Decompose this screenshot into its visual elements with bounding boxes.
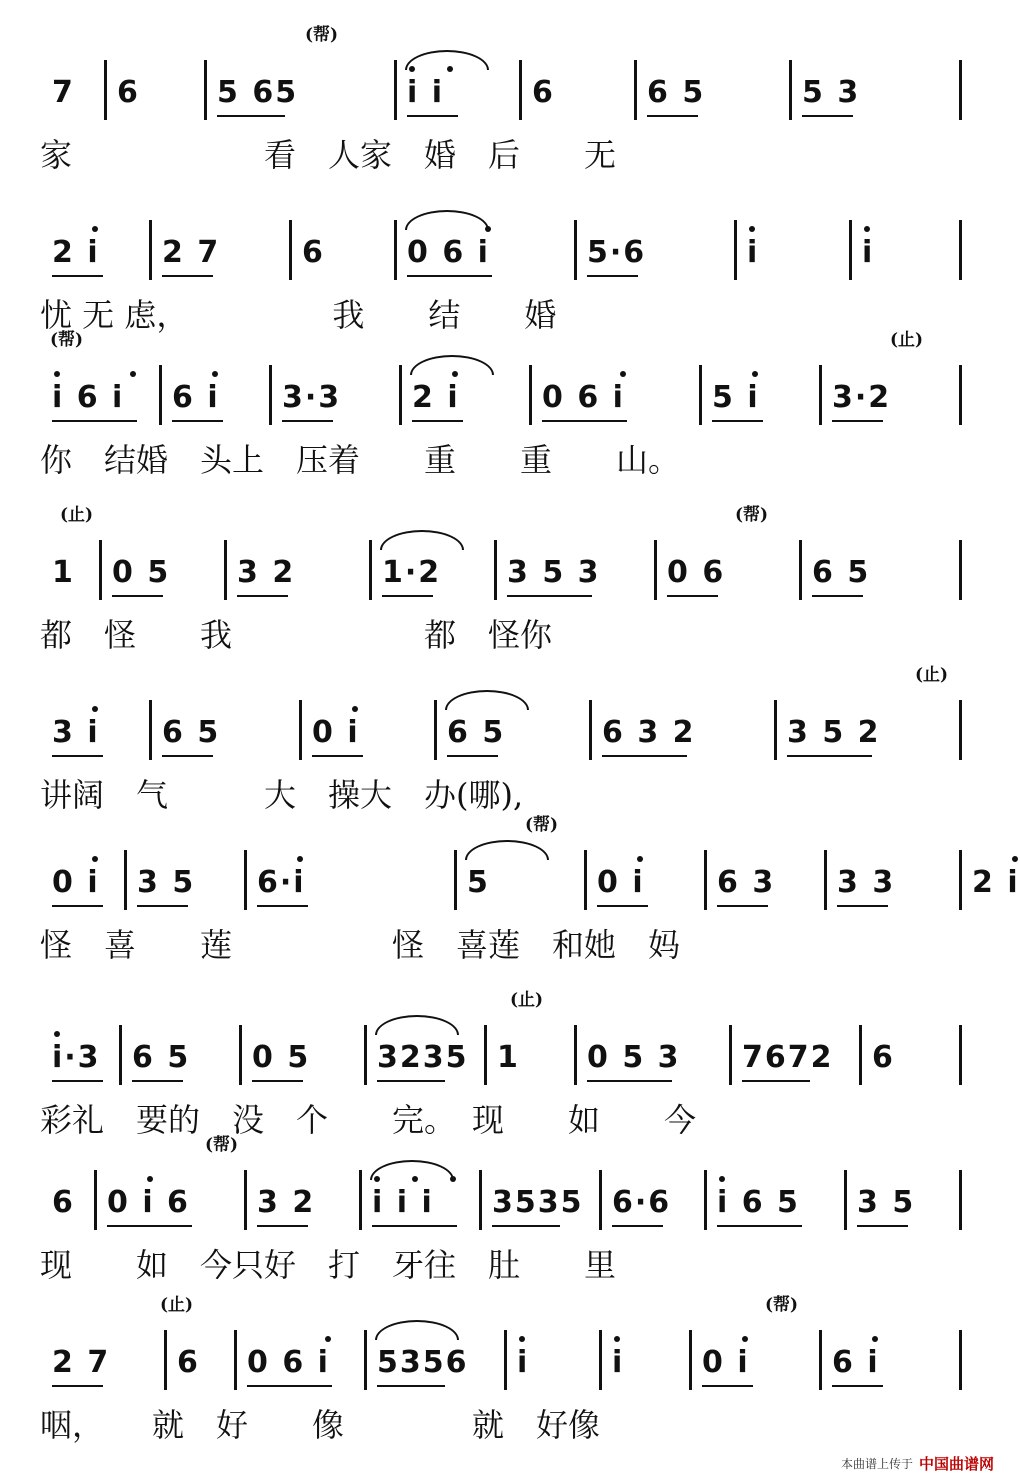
barline	[529, 365, 532, 425]
barline	[704, 1170, 707, 1230]
beam-underline	[112, 595, 163, 597]
barline	[959, 1330, 962, 1390]
measure-notes: i i	[407, 75, 445, 110]
beam-underline	[407, 115, 458, 117]
octave-dot	[130, 371, 136, 377]
slur	[405, 210, 489, 230]
barline	[119, 1025, 122, 1085]
performance-mark: (止)	[510, 990, 544, 1010]
lyric-line: 都 怪 我 都 怪你	[40, 616, 553, 654]
beam-underline	[382, 595, 433, 597]
measure-notes: 1	[52, 555, 75, 590]
octave-dot	[620, 371, 626, 377]
footer	[841, 1453, 994, 1474]
barline	[654, 540, 657, 600]
octave-dot	[749, 226, 755, 232]
barline	[819, 365, 822, 425]
measure-notes: 0 i 6	[107, 1185, 190, 1220]
lyric-line: 现 如 今只好 打 牙往 肚 里	[40, 1246, 617, 1284]
barline	[364, 1025, 367, 1085]
barline	[434, 700, 437, 760]
performance-mark: (帮)	[525, 815, 559, 835]
beam-underline	[717, 905, 768, 907]
octave-dot	[212, 371, 218, 377]
barline	[479, 1170, 482, 1230]
octave-dot	[92, 706, 98, 712]
measure-notes: 6 5	[647, 75, 706, 110]
slur	[380, 530, 464, 550]
measure-notes: 7	[52, 75, 75, 110]
octave-dot	[614, 1336, 620, 1342]
beam-underline	[412, 420, 463, 422]
slur	[405, 50, 489, 70]
measure-notes: 3235	[377, 1040, 469, 1075]
octave-dot	[54, 371, 60, 377]
beam-underline	[832, 1385, 883, 1387]
measure-notes: 0 i	[312, 715, 360, 750]
measure-notes: 5356	[377, 1345, 469, 1380]
barline	[959, 850, 962, 910]
barline	[849, 220, 852, 280]
barline	[774, 700, 777, 760]
barline	[599, 1330, 602, 1390]
barline	[149, 700, 152, 760]
barline	[244, 850, 247, 910]
measure-notes: 5	[467, 865, 490, 900]
beam-underline	[162, 755, 213, 757]
measure-notes: i	[862, 235, 875, 270]
barline	[959, 1025, 962, 1085]
measure-notes: 6	[532, 75, 555, 110]
measure-notes: 6 5	[447, 715, 506, 750]
measure-notes: 6 5	[162, 715, 221, 750]
beam-underline	[597, 905, 648, 907]
lyric-line: 你 结婚 头上 压着 重 重 山。	[40, 441, 681, 479]
beam-underline	[52, 1080, 103, 1082]
slur	[375, 1320, 459, 1340]
measure-notes: 1	[497, 1040, 520, 1075]
beam-underline	[702, 1385, 753, 1387]
beam-underline	[667, 595, 718, 597]
octave-dot	[92, 856, 98, 862]
measure-notes: 3 5 3	[507, 555, 601, 590]
beam-underline	[647, 115, 698, 117]
barline	[584, 850, 587, 910]
barline	[394, 220, 397, 280]
barline	[574, 1025, 577, 1085]
measure-notes: 6	[177, 1345, 200, 1380]
measure-notes: 3 2	[257, 1185, 316, 1220]
slur	[410, 355, 494, 375]
beam-underline	[107, 1225, 192, 1227]
barline	[289, 220, 292, 280]
barline	[359, 1170, 362, 1230]
measure-notes: 2 7	[162, 235, 221, 270]
beam-underline	[137, 905, 188, 907]
measure-notes: 6	[52, 1185, 75, 1220]
measure-notes: 2 i	[412, 380, 460, 415]
barline	[504, 1330, 507, 1390]
beam-underline	[237, 595, 288, 597]
barline	[729, 1025, 732, 1085]
octave-dot	[147, 1176, 153, 1182]
measure-notes: i	[612, 1345, 625, 1380]
performance-mark: (止)	[890, 330, 924, 350]
beam-underline	[52, 755, 103, 757]
barline	[789, 60, 792, 120]
beam-underline	[587, 275, 638, 277]
footer-text: 本曲谱上传于	[840, 1457, 913, 1471]
barline	[224, 540, 227, 600]
barline	[99, 540, 102, 600]
octave-dot	[325, 1336, 331, 1342]
beam-underline	[787, 755, 872, 757]
barline	[239, 1025, 242, 1085]
measure-notes: 0 i	[597, 865, 645, 900]
beam-underline	[162, 275, 213, 277]
measure-notes: 6·6	[612, 1185, 672, 1220]
measure-notes: i·3	[52, 1040, 101, 1075]
performance-mark: (止)	[60, 505, 94, 525]
barline	[204, 60, 207, 120]
measure-notes: 5 i	[712, 380, 760, 415]
barline	[704, 850, 707, 910]
beam-underline	[52, 420, 137, 422]
octave-dot	[352, 706, 358, 712]
lyric-line: 忧 无 虑， 我 结 婚	[40, 296, 557, 334]
barline	[819, 1330, 822, 1390]
barline	[734, 220, 737, 280]
measure-notes: 7672	[742, 1040, 834, 1075]
barline	[859, 1025, 862, 1085]
barline	[959, 60, 962, 120]
measure-notes: 0 6 i	[247, 1345, 330, 1380]
measure-notes: 5 3	[802, 75, 861, 110]
octave-dot	[54, 1031, 60, 1037]
beam-underline	[587, 1080, 672, 1082]
measure-notes: i	[747, 235, 760, 270]
beam-underline	[542, 420, 627, 422]
measure-notes: 6 5	[132, 1040, 191, 1075]
barline	[454, 850, 457, 910]
beam-underline	[52, 1385, 103, 1387]
slur	[465, 840, 549, 860]
performance-mark: (帮)	[765, 1295, 799, 1315]
barline	[959, 1170, 962, 1230]
beam-underline	[832, 420, 883, 422]
beam-underline	[52, 905, 103, 907]
measure-notes: 0 6 i	[407, 235, 490, 270]
beam-underline	[802, 115, 853, 117]
beam-underline	[742, 1080, 810, 1082]
lyric-line: 彩礼 要的 没 个 完。 现 如 今	[40, 1101, 697, 1139]
barline	[269, 365, 272, 425]
barline	[149, 220, 152, 280]
barline	[159, 365, 162, 425]
beam-underline	[717, 1225, 802, 1227]
barline	[364, 1330, 367, 1390]
barline	[699, 365, 702, 425]
measure-notes: 2 i	[972, 865, 1020, 900]
beam-underline	[837, 905, 888, 907]
beam-underline	[52, 275, 103, 277]
performance-mark: (帮)	[735, 505, 769, 525]
barline	[299, 700, 302, 760]
barline	[599, 1170, 602, 1230]
measure-notes: 6 i	[832, 1345, 880, 1380]
octave-dot	[1012, 856, 1018, 862]
barline	[399, 365, 402, 425]
lyric-line: 咽， 就 好 像 就 好像	[40, 1406, 601, 1444]
slur	[445, 690, 529, 710]
barline	[959, 700, 962, 760]
measure-notes: 0 i	[702, 1345, 750, 1380]
lyric-line: 家 看 人家 婚 后 无	[40, 136, 617, 174]
beam-underline	[857, 1225, 908, 1227]
performance-mark: (帮)	[205, 1135, 239, 1155]
octave-dot	[864, 226, 870, 232]
barline	[799, 540, 802, 600]
barline	[574, 220, 577, 280]
measure-notes: 5·6	[587, 235, 647, 270]
measure-notes: 6 5	[812, 555, 871, 590]
beam-underline	[602, 755, 687, 757]
barline	[689, 1330, 692, 1390]
performance-mark: (帮)	[50, 330, 84, 350]
barline	[959, 365, 962, 425]
measure-notes: 2 i	[52, 235, 100, 270]
performance-mark: (止)	[160, 1295, 194, 1315]
barline	[519, 60, 522, 120]
barline	[634, 60, 637, 120]
measure-notes: 1·2	[382, 555, 442, 590]
octave-dot	[519, 1336, 525, 1342]
beam-underline	[612, 1225, 663, 1227]
measure-notes: 5 65	[217, 75, 299, 110]
beam-underline	[257, 905, 308, 907]
octave-dot	[92, 226, 98, 232]
barline	[244, 1170, 247, 1230]
barline	[369, 540, 372, 600]
octave-dot	[297, 856, 303, 862]
measure-notes: i 6 i	[52, 380, 125, 415]
barline	[104, 60, 107, 120]
barline	[484, 1025, 487, 1085]
beam-underline	[132, 1080, 183, 1082]
slur	[375, 1015, 459, 1035]
measure-notes: 3·3	[282, 380, 342, 415]
barline	[394, 60, 397, 120]
beam-underline	[372, 1225, 457, 1227]
octave-dot	[872, 1336, 878, 1342]
measure-notes: 3535	[492, 1185, 584, 1220]
barline	[959, 540, 962, 600]
octave-dot	[752, 371, 758, 377]
measure-notes: 3 5 2	[787, 715, 881, 750]
measure-notes: 6	[117, 75, 140, 110]
beam-underline	[312, 755, 363, 757]
measure-notes: 3 5	[857, 1185, 916, 1220]
beam-underline	[407, 275, 492, 277]
beam-underline	[812, 595, 863, 597]
barline	[824, 850, 827, 910]
measure-notes: 6	[872, 1040, 895, 1075]
measure-notes: 3 2	[237, 555, 296, 590]
barline	[494, 540, 497, 600]
measure-notes: 6	[302, 235, 325, 270]
measure-notes: 6 3	[717, 865, 776, 900]
barline	[164, 1330, 167, 1390]
beam-underline	[282, 420, 333, 422]
lyric-line: 讲阔 气 大 操大 办(哪),	[40, 776, 524, 814]
performance-mark: (止)	[915, 665, 949, 685]
measure-notes: 0 5	[252, 1040, 311, 1075]
measure-notes: 6·i	[257, 865, 306, 900]
barline	[959, 220, 962, 280]
measure-notes: 0 5	[112, 555, 171, 590]
measure-notes: 3·2	[832, 380, 892, 415]
measure-notes: i	[517, 1345, 530, 1380]
measure-notes: 3 5	[137, 865, 196, 900]
performance-mark: (帮)	[305, 25, 339, 45]
beam-underline	[492, 1225, 560, 1227]
octave-dot	[719, 1176, 725, 1182]
measure-notes: 3 i	[52, 715, 100, 750]
measure-notes: 0 5 3	[587, 1040, 681, 1075]
barline	[234, 1330, 237, 1390]
beam-underline	[447, 755, 498, 757]
measure-notes: 3 3	[837, 865, 896, 900]
site-logo: 中国曲谱网	[918, 1455, 994, 1473]
beam-underline	[377, 1080, 445, 1082]
measure-notes: 6 i	[172, 380, 220, 415]
measure-notes: 0 6 i	[542, 380, 625, 415]
barline	[589, 700, 592, 760]
measure-notes: i 6 5	[717, 1185, 800, 1220]
beam-underline	[217, 115, 285, 117]
measure-notes: 0 6	[667, 555, 726, 590]
barline	[94, 1170, 97, 1230]
beam-underline	[712, 420, 763, 422]
lyric-line: 怪 喜 莲 怪 喜莲 和她 妈	[40, 926, 681, 964]
octave-dot	[637, 856, 643, 862]
slur	[370, 1160, 454, 1180]
beam-underline	[257, 1225, 308, 1227]
measure-notes: 2 7	[52, 1345, 111, 1380]
beam-underline	[507, 595, 592, 597]
beam-underline	[252, 1080, 303, 1082]
barline	[844, 1170, 847, 1230]
measure-notes: i i i	[372, 1185, 434, 1220]
beam-underline	[377, 1385, 445, 1387]
measure-notes: 6 3 2	[602, 715, 696, 750]
beam-underline	[247, 1385, 332, 1387]
octave-dot	[742, 1336, 748, 1342]
measure-notes: 0 i	[52, 865, 100, 900]
beam-underline	[172, 420, 223, 422]
barline	[124, 850, 127, 910]
